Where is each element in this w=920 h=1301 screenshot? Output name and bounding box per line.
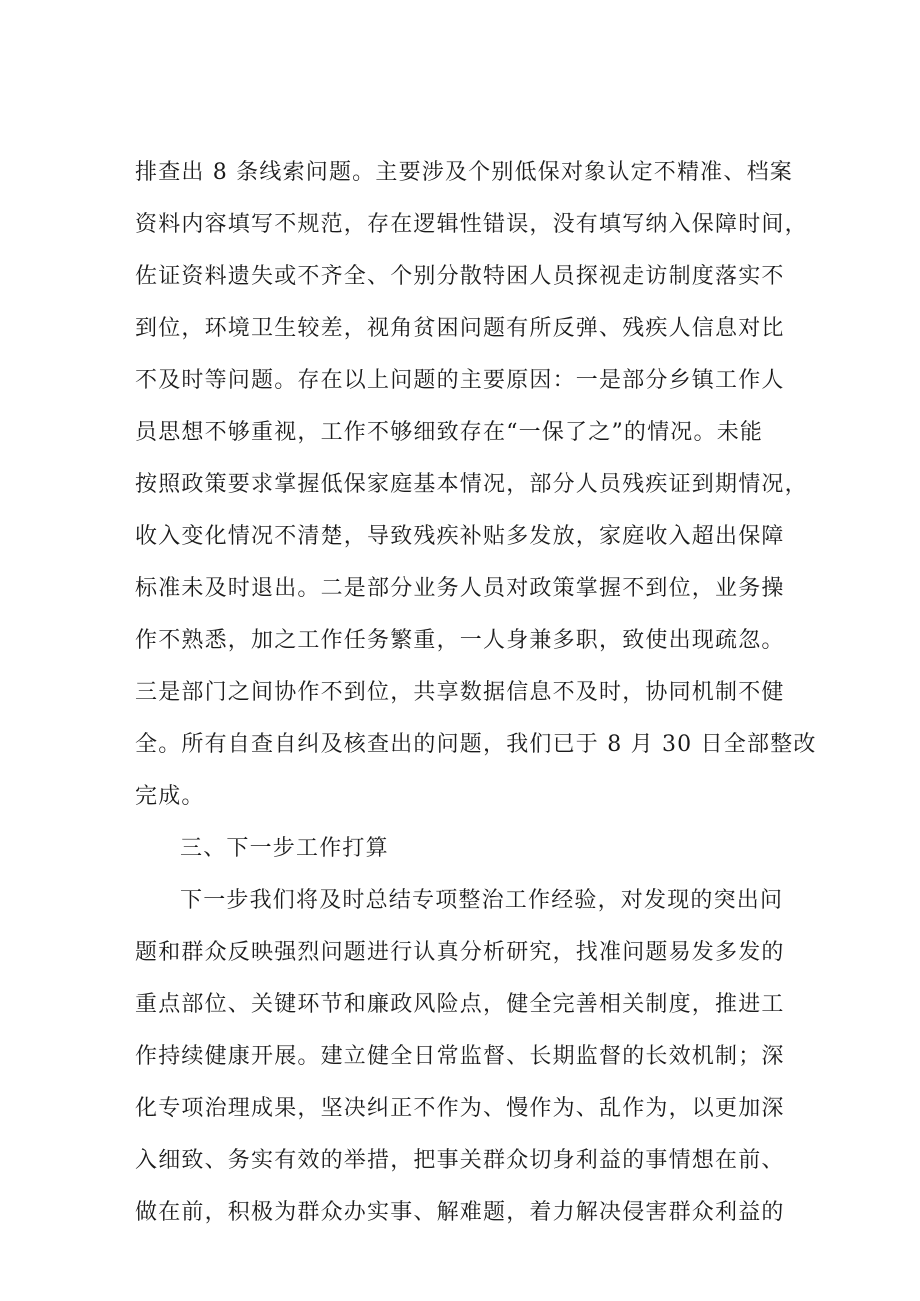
paragraph-2-line: 重点部位、关键环节和廉政风险点，健全完善相关制度，推进工 (135, 992, 785, 1017)
paragraph-1-line: 作不熟悉，加之工作任务繁重，一人身兼多职，致使出现疏忽。 (135, 628, 785, 653)
paragraph-1-line: 资料内容填写不规范，存在逻辑性错误，没有填写纳入保障时间， (135, 212, 808, 237)
paragraph-2-line: 化专项治理成果，坚决纠正不作为、慢作为、乱作为，以更加深 (135, 1096, 785, 1121)
paragraph-1-line: 按照政策要求掌握低保家庭基本情况，部分人员残疾证到期情况， (135, 472, 808, 497)
paragraph-2-line: 作持续健康开展。建立健全日常监督、长期监督的长效机制；深 (135, 1044, 785, 1069)
paragraph-2-line: 入细致、务实有效的举措，把事关群众切身利益的事情想在前、 (135, 1148, 785, 1173)
paragraph-2-line: 做在前，积极为群众办实事、解难题，着力解决侵害群众利益的 (135, 1200, 785, 1225)
paragraph-2-line: 题和群众反映强烈问题进行认真分析研究，找准问题易发多发的 (135, 940, 785, 965)
paragraph-1-line: 员思想不够重视，工作不够细致存在“一保了之”的情况。未能 (135, 420, 764, 445)
paragraph-1-line: 收入变化情况不清楚，导致残疾补贴多发放，家庭收入超出保障 (135, 524, 785, 549)
section-heading: 三、下一步工作打算 (180, 836, 389, 861)
paragraph-1-line: 佐证资料遗失或不齐全、个别分散特困人员探视走访制度落实不 (135, 264, 785, 289)
paragraph-1-line: 标准未及时退出。二是部分业务人员对政策掌握不到位，业务操 (135, 576, 785, 601)
paragraph-1-line: 不及时等问题。存在以上问题的主要原因：一是部分乡镇工作人 (135, 368, 785, 393)
paragraph-1-line: 完成。 (135, 784, 205, 809)
paragraph-1-line: 全。所有自查自纠及核查出的问题，我们已于 8 月 30 日全部整改 (135, 732, 817, 757)
paragraph-1-line: 排查出 8 条线索问题。主要涉及个别低保对象认定不精准、档案 (135, 160, 793, 185)
paragraph-1-line: 到位，环境卫生较差，视角贫困问题有所反弹、残疾人信息对比 (135, 316, 785, 341)
paragraph-1-line: 三是部门之间协作不到位，共享数据信息不及时，协同机制不健 (135, 680, 785, 705)
paragraph-2-line: 下一步我们将及时总结专项整治工作经验，对发现的突出问 (180, 888, 784, 913)
